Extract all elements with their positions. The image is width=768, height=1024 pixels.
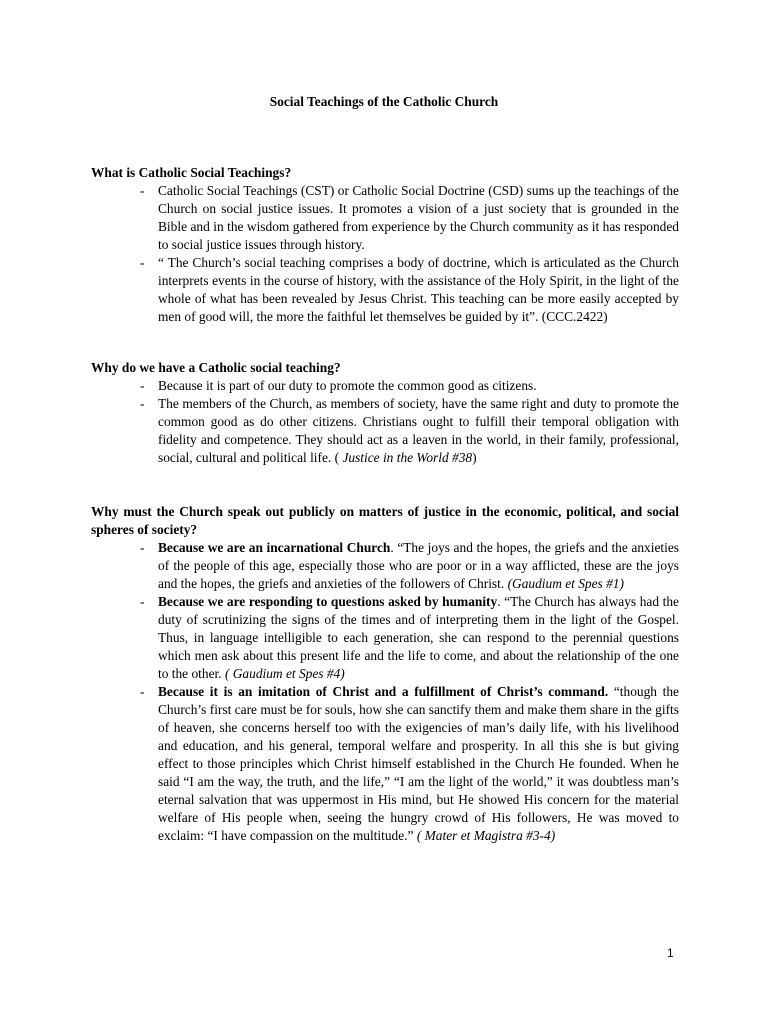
section-why-speak-out	[91, 503, 679, 845]
item-text: . “The joys and the hopes, the griefs and the anxieties of the people of this age, especially those who are poor or in a way afflicted, these are the joys and the hopes, the griefs and anxieties of the followers of Christ.	[158, 540, 679, 591]
list-item: - Because we are an incarnational Church. “The joys and the hopes, the griefs and the anxieties of the people of this age, especially those who are poor or in a way afflicted, these are the joys and the hopes, the griefs and anxieties of the followers of Christ. (Gaudium et Spes #1)	[140, 540, 679, 591]
page-number: 1	[667, 946, 674, 960]
section-heading: Why must the Church speak out publicly on matters of justice in the economic, political, and social spheres of society?	[91, 504, 679, 537]
item-bold-lead: Because it is an imitation of Christ and a fulfillment of Christ’s command.	[158, 684, 609, 699]
item-text: The members of the Church, as members of society, have the same right and duty to promote the common good as do other citizens. Christians ought to fulfill their temporal obligation with fidelity and competence. They should act as a leaven in the world, in their family, professional, social, cultural and political life. (	[158, 396, 679, 465]
item-bold-lead: Because we are an incarnational Church	[158, 540, 391, 555]
item-bold-lead: Because we are responding to questions asked by humanity	[158, 594, 498, 609]
list-item: - Because it is part of our duty to promote the common good as citizens.	[140, 378, 537, 393]
item-text: Catholic Social Teachings (CST) or Catholic Social Doctrine (CSD) sums up the teachings of the Church on social justice issues. It promotes a vision of a just society that is grounded in the Bible and in the wisdom gathered from experience by the Church community as it has responded to social justice issues through history.	[158, 183, 679, 252]
document-title: Social Teachings of the Catholic Church	[269, 94, 499, 109]
item-text-after: )	[472, 450, 477, 465]
list-item: - “ The Church’s social teaching comprises a body of doctrine, which is articulated as the Church interprets events in the course of history, with the assistance of the Holy Spirit, in the light of the whole of what has been revealed by Jesus Christ. This teaching can be more easily accepted by men of good will, the more the faithful let themselves be guided by it”. (CCC.2422)	[140, 255, 679, 324]
item-citation: ( Gaudium et Spes #4)	[224, 666, 345, 681]
section-what-is-cst	[91, 164, 679, 326]
list-item: - Because we are responding to questions asked by humanity. “The Church has always had the duty of scrutinizing the signs of the times and of interpreting them in the light of the Gospel. Thus, in language intelligible to each generation, she can respond to the perennial questions which men ask about this present life and the life to come, and about the relationship of the one to the other. ( Gaudium et Spes #4)	[140, 594, 680, 681]
item-text: “ The Church’s social teaching comprises a body of doctrine, which is articulated as the Church interprets events in the course of history, with the assistance of the Holy Spirit, in the light of the whole of what has been revealed by Jesus Christ. This teaching can be more easily accepted by men of good will, the more the faithful let themselves be guided by it”. (CCC.2422)	[158, 255, 679, 324]
item-text: Because it is part of our duty to promote the common good as citizens.	[158, 378, 537, 393]
item-text: . “The Church has always had the duty of scrutinizing the signs of the times and of interpreting them in the light of the Gospel. Thus, in language intelligible to each generation, she can respond to the perennial questions which men ask about this present life and the life to come, and about the relationship of the one to the other.	[158, 594, 680, 681]
list-item: - Because it is an imitation of Christ and a fulfillment of Christ’s command. “though the Church’s first care must be for souls, how she can sanctify them and make them share in the gifts of heaven, she concerns herself too with the exigencies of man’s daily life, with his livelihood and education, and his general, temporal welfare and prosperity. In all this she is but giving effect to those principles which Christ himself established in the Church He founded. When he said “I am the way, the truth, and the life,” “I am the light of the world,” it was doubtless man’s eternal salvation that was uppermost in His mind, but He showed His concern for the material welfare of His people when, seeing the hungry crowd of His followers, He was moved to exclaim: “I have compassion on the multitude.” ( Mater et Magistra #3-4)	[140, 684, 679, 843]
item-citation: ( Mater et Magistra #3-4)	[416, 828, 556, 843]
item-text: “though the Church’s first care must be for souls, how she can sanctify them and make them share in the gifts of heaven, she concerns herself too with the exigencies of man’s daily life, with his livelihood and education, and his general, temporal welfare and prosperity. In all this she is but giving effect to those principles which Christ himself established in the Church He founded. When he said “I am the way, the truth, and the life,” “I am the light of the world,” it was doubtless man’s eternal salvation that was uppermost in His mind, but He showed His concern for the material welfare of His people when, seeing the hungry crowd of His followers, He was moved to exclaim: “I have compassion on the multitude.”	[158, 684, 679, 843]
section-heading: What is Catholic Social Teachings?	[91, 165, 292, 180]
bullet-list	[91, 377, 679, 467]
section-why-cst	[91, 359, 679, 467]
item-citation: (Gaudium et Spes #1)	[507, 576, 624, 591]
bullet-list	[91, 539, 679, 845]
list-item: - Catholic Social Teachings (CST) or Catholic Social Doctrine (CSD) sums up the teachings of the Church on social justice issues. It promotes a vision of a just society that is grounded in the Bible and in the wisdom gathered from experience by the Church community as it has responded to social justice issues through history.	[140, 183, 679, 252]
list-item: - The members of the Church, as members of society, have the same right and duty to promote the common good as do other citizens. Christians ought to fulfill their temporal obligation with fidelity and competence. They should act as a leaven in the world, in their family, professional, social, cultural and political life. ( Justice in the World #38)	[140, 396, 679, 465]
item-citation: Justice in the World #38	[339, 450, 473, 465]
section-heading: Why do we have a Catholic social teaching?	[91, 360, 341, 375]
bullet-list	[91, 182, 679, 326]
